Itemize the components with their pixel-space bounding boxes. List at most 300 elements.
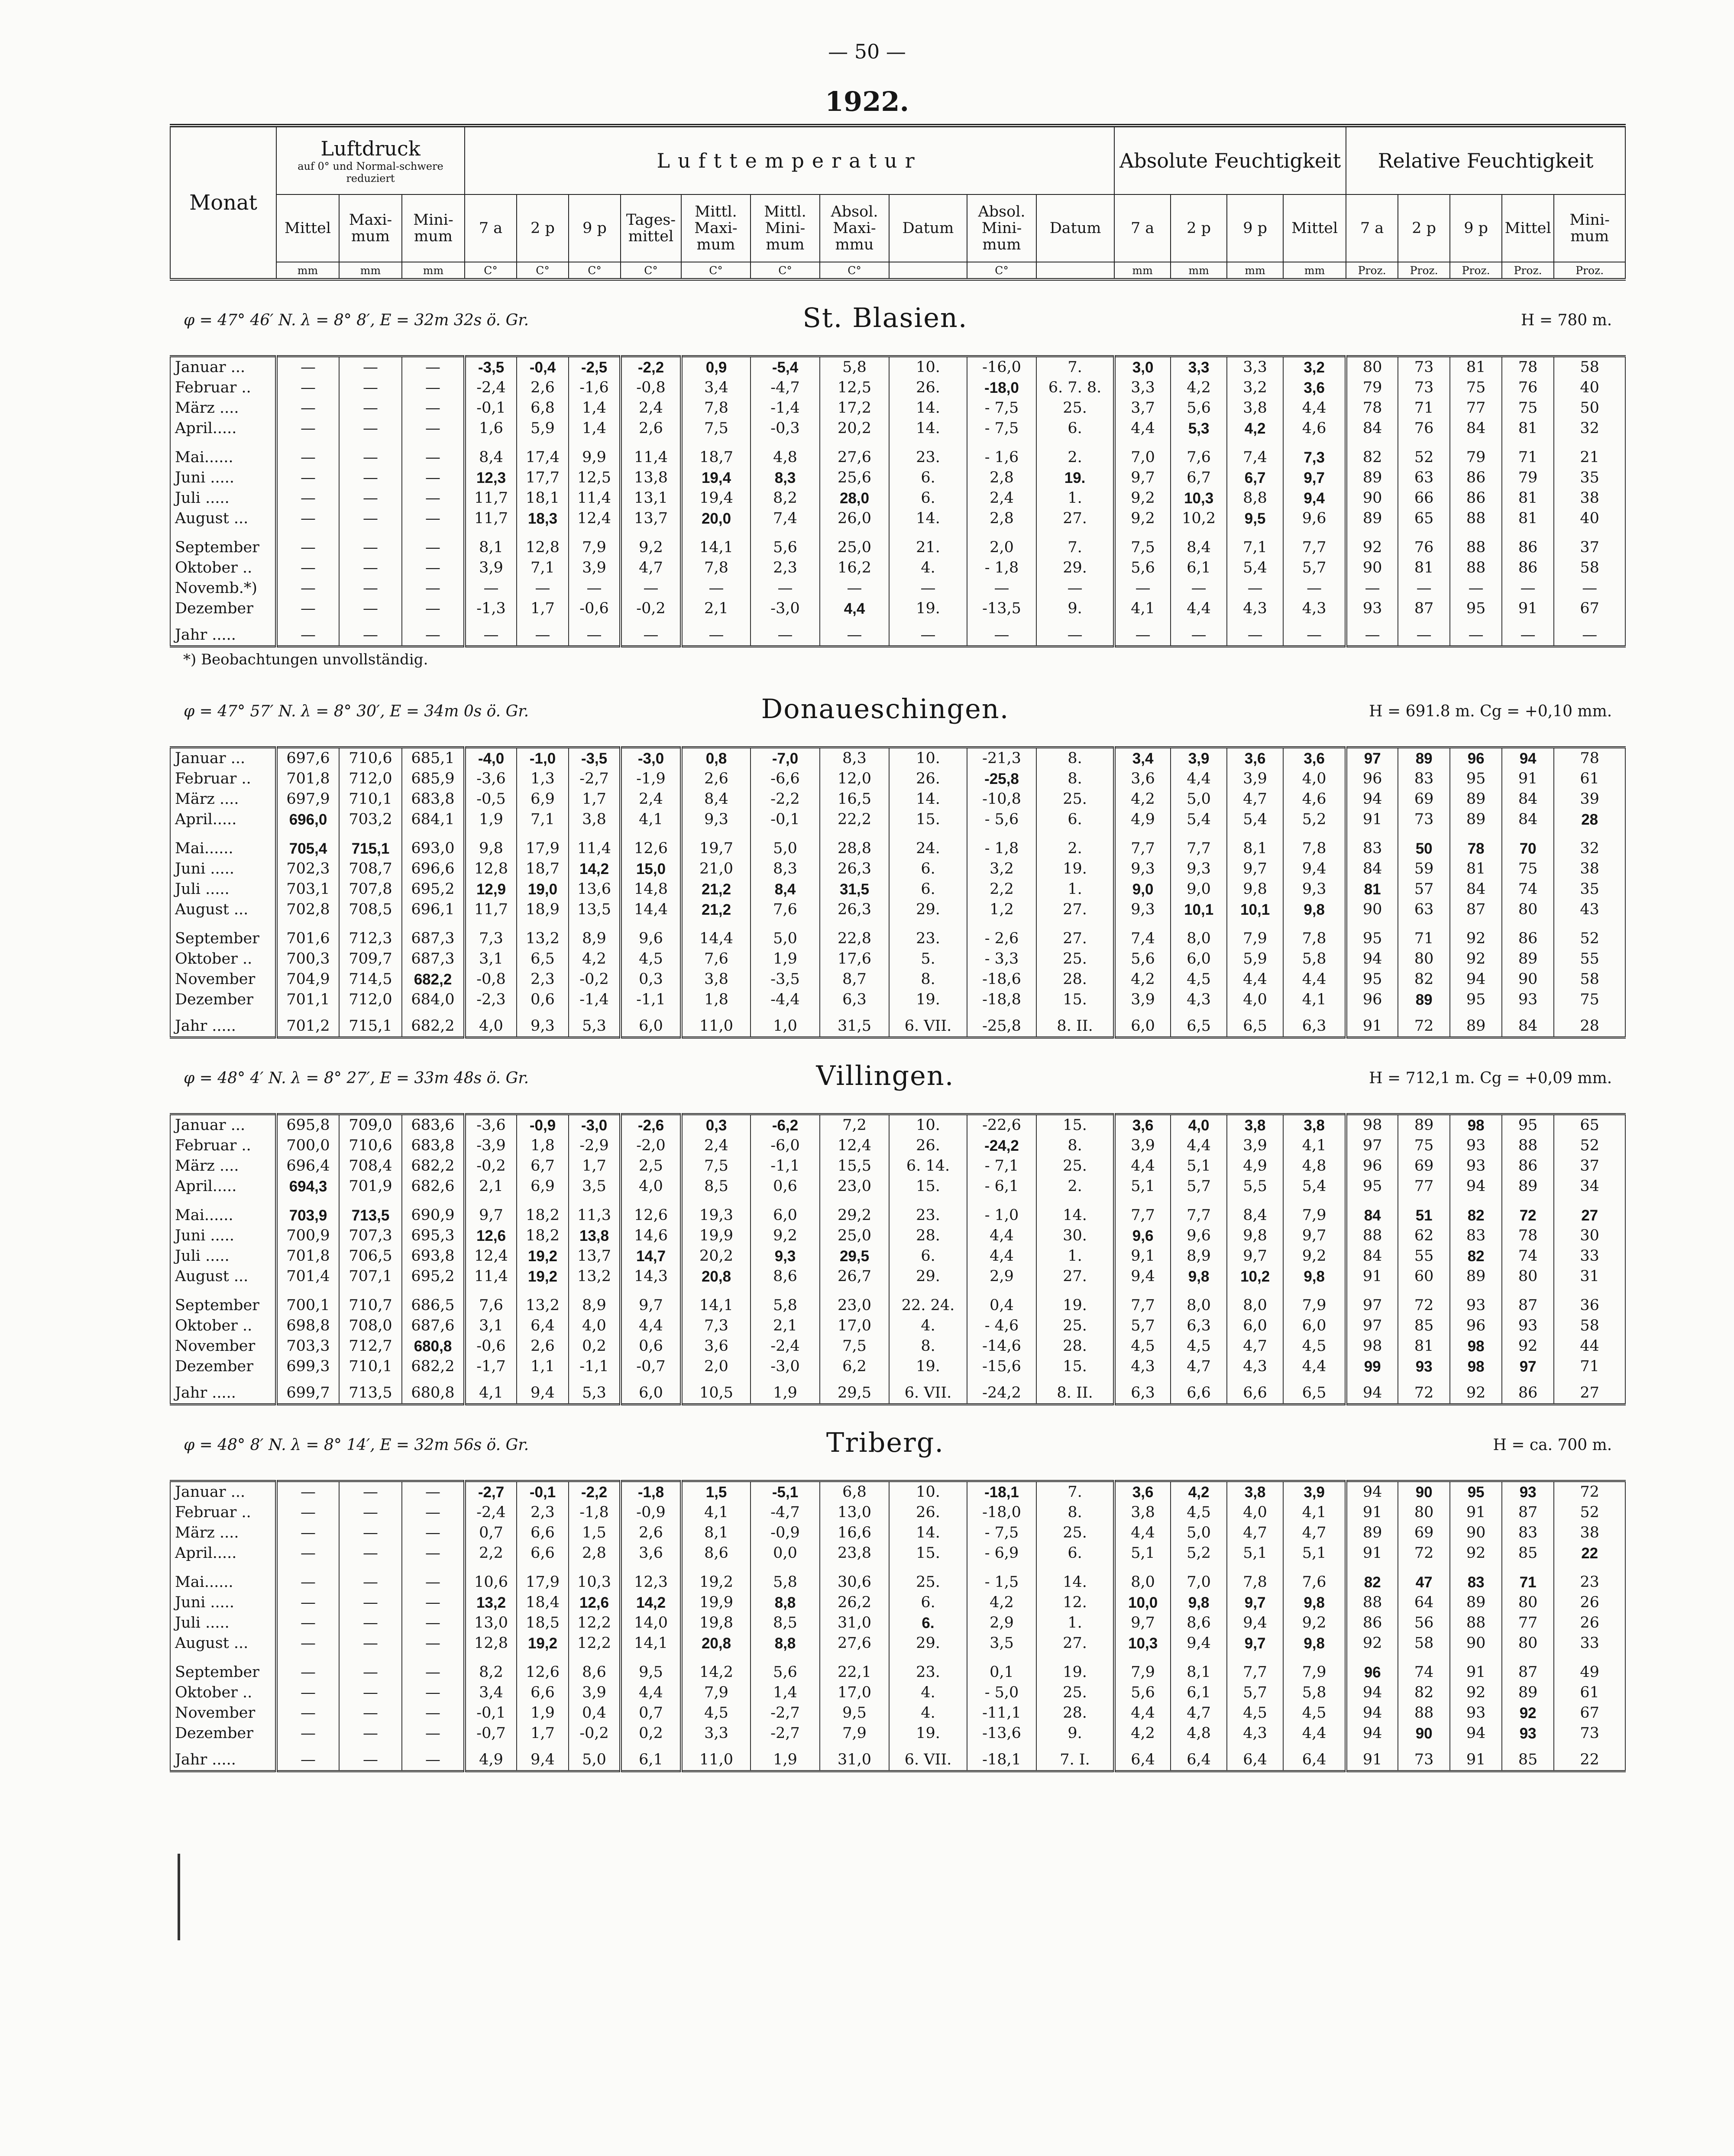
data-cell: 6,8 — [517, 398, 569, 418]
data-cell: 4,3 — [1227, 1356, 1283, 1377]
data-cell: 78 — [1554, 748, 1625, 769]
table-row — [170, 1287, 1625, 1316]
data-cell: 2,8 — [967, 468, 1036, 488]
data-cell: 26. — [889, 378, 967, 398]
data-cell: 4,8 — [1171, 1723, 1227, 1744]
data-cell: 90 — [1346, 488, 1398, 508]
data-cell: — — [820, 578, 889, 599]
data-cell: 5,0 — [569, 1744, 621, 1771]
data-cell: -6,0 — [751, 1136, 820, 1156]
data-cell: 89 — [1450, 1266, 1502, 1287]
data-cell: 83 — [1450, 1564, 1502, 1593]
data-cell: -21,3 — [967, 748, 1036, 769]
data-cell: 1,3 — [517, 769, 569, 789]
data-cell: 6,8 — [820, 1481, 889, 1503]
data-cell: 89 — [1346, 468, 1398, 488]
data-cell: 9,8 — [1283, 1266, 1346, 1287]
data-cell: 6,0 — [1114, 1010, 1171, 1038]
data-cell: 97 — [1502, 1356, 1554, 1377]
data-cell: 61 — [1554, 1683, 1625, 1703]
station-name: St. Blasien. — [802, 302, 968, 333]
data-cell: — — [276, 356, 339, 378]
data-cell: — — [276, 1703, 339, 1723]
data-cell: -18,0 — [967, 378, 1036, 398]
data-cell: 7,5 — [681, 1156, 751, 1176]
data-cell: -2,4 — [751, 1336, 820, 1356]
unit-cell-2: mm — [339, 262, 402, 279]
data-cell: 84 — [1346, 859, 1398, 879]
data-cell: 98 — [1450, 1336, 1502, 1356]
data-cell: 3,3 — [1227, 356, 1283, 378]
margin-rule — [178, 1854, 180, 1940]
data-cell: 8,6 — [751, 1266, 820, 1287]
data-cell: 9,5 — [1227, 508, 1283, 529]
month-label: Januar ... — [170, 748, 276, 769]
data-cell: 2,6 — [517, 1336, 569, 1356]
data-cell: 64 — [1398, 1593, 1450, 1613]
data-cell: 4,1 — [465, 1377, 517, 1405]
data-cell: — — [339, 356, 402, 378]
data-cell: 10,6 — [465, 1564, 517, 1593]
data-cell: 84 — [1450, 879, 1502, 900]
data-cell: 98 — [1450, 1356, 1502, 1377]
data-cell: 1. — [1036, 488, 1114, 508]
data-cell: — — [402, 439, 465, 468]
data-cell: 5,3 — [569, 1010, 621, 1038]
data-cell: 712,0 — [339, 769, 402, 789]
data-cell: 1,8 — [681, 990, 751, 1010]
data-cell: - 1,8 — [967, 558, 1036, 578]
data-cell: 14,7 — [621, 1246, 681, 1266]
data-cell: 4,4 — [1114, 1523, 1171, 1543]
unit-cell-3: mm — [402, 262, 465, 279]
data-cell: 89 — [1450, 1010, 1502, 1038]
data-cell: 10. — [889, 356, 967, 378]
data-cell: 26,7 — [820, 1266, 889, 1287]
data-cell: -3,0 — [751, 1356, 820, 1377]
data-cell: 715,1 — [339, 830, 402, 859]
month-label: Februar .. — [170, 769, 276, 789]
data-cell: 9,8 — [1171, 1593, 1227, 1613]
station-header-wrap — [171, 672, 1625, 746]
data-cell: 44 — [1554, 1336, 1625, 1356]
data-cell: 8,6 — [569, 1654, 621, 1683]
data-cell: 3,9 — [1114, 990, 1171, 1010]
data-cell: 21,2 — [681, 879, 751, 900]
station-coords: φ = 48° 4′ N. λ = 8° 27′, E = 33m 48s ö. Gr. — [184, 1069, 529, 1087]
data-cell: 88 — [1450, 558, 1502, 578]
data-cell: 90 — [1450, 1523, 1502, 1543]
data-cell: 4,4 — [967, 1226, 1036, 1246]
data-cell: 11,4 — [465, 1266, 517, 1287]
data-cell: 4,1 — [1283, 990, 1346, 1010]
month-label: Juli ..... — [170, 488, 276, 508]
data-cell: — — [517, 619, 569, 647]
header-luftdruck-label: Luftdruck — [320, 137, 421, 160]
data-cell: -4,4 — [751, 990, 820, 1010]
data-cell: 15. — [1036, 990, 1114, 1010]
data-cell: 695,8 — [276, 1114, 339, 1136]
data-cell: 6,0 — [1227, 1316, 1283, 1336]
data-cell: 12,8 — [465, 859, 517, 879]
table-row — [170, 558, 1625, 578]
data-cell: — — [1554, 619, 1625, 647]
data-cell: — — [339, 1502, 402, 1523]
data-cell: 6,7 — [517, 1156, 569, 1176]
data-cell: 11,7 — [465, 488, 517, 508]
data-cell: 93 — [1450, 1703, 1502, 1723]
data-cell: 19,2 — [517, 1246, 569, 1266]
data-cell: 7,7 — [1114, 1287, 1171, 1316]
data-cell: 8,0 — [1114, 1564, 1171, 1593]
data-cell: -1,1 — [751, 1156, 820, 1176]
data-cell: 2,1 — [465, 1176, 517, 1197]
data-cell: — — [681, 578, 751, 599]
data-cell: - 7,5 — [967, 418, 1036, 439]
data-cell: 26,2 — [820, 1593, 889, 1613]
data-cell: -3,5 — [569, 748, 621, 769]
data-cell: 682,2 — [402, 1156, 465, 1176]
data-cell: 8,1 — [681, 1523, 751, 1543]
data-cell: 19,9 — [681, 1226, 751, 1246]
unit-cell-7: C° — [621, 262, 681, 279]
data-cell: 4,1 — [621, 809, 681, 830]
data-cell: 2,0 — [681, 1356, 751, 1377]
data-cell: -4,7 — [751, 1502, 820, 1523]
data-cell: - 1,0 — [967, 1197, 1036, 1226]
data-cell: 7,9 — [569, 529, 621, 558]
data-cell: 71 — [1398, 920, 1450, 949]
data-cell: 5,6 — [1171, 398, 1227, 418]
table-row — [170, 859, 1625, 879]
data-cell: 14,3 — [621, 1266, 681, 1287]
data-cell: 92 — [1450, 1683, 1502, 1703]
data-cell: 695,2 — [402, 1266, 465, 1287]
data-cell: 708,7 — [339, 859, 402, 879]
data-cell: 1,7 — [569, 789, 621, 809]
data-cell: 9,7 — [1227, 859, 1283, 879]
column-header-2: Maxi-mum — [339, 194, 402, 262]
data-cell: 15. — [1036, 1114, 1114, 1136]
data-cell: 9,8 — [1227, 879, 1283, 900]
data-cell: 96 — [1346, 990, 1398, 1010]
data-cell: 709,7 — [339, 949, 402, 969]
data-cell: 4. — [889, 1683, 967, 1703]
data-cell: 75 — [1450, 378, 1502, 398]
data-cell: 23 — [1554, 1564, 1625, 1593]
unit-cell-19: Proz. — [1398, 262, 1450, 279]
data-cell: 2,9 — [967, 1266, 1036, 1287]
data-cell: — — [465, 578, 517, 599]
data-cell: — — [276, 619, 339, 647]
data-cell: 28. — [889, 1226, 967, 1246]
data-cell: 696,1 — [402, 900, 465, 920]
data-cell: 9,6 — [1114, 1226, 1171, 1246]
data-cell: 65 — [1554, 1114, 1625, 1136]
data-cell: — — [276, 1633, 339, 1654]
data-cell: 87 — [1502, 1654, 1554, 1683]
data-cell: 8,7 — [820, 969, 889, 990]
data-cell: 1,4 — [751, 1683, 820, 1703]
data-cell: 702,3 — [276, 859, 339, 879]
data-cell: 14. — [889, 789, 967, 809]
data-cell: 58 — [1554, 969, 1625, 990]
data-cell: — — [339, 1683, 402, 1703]
data-cell: 6,4 — [1227, 1744, 1283, 1771]
data-cell: 2,3 — [517, 1502, 569, 1523]
data-cell: 11,3 — [569, 1197, 621, 1226]
data-cell: 3,9 — [569, 558, 621, 578]
data-cell: 14. — [889, 418, 967, 439]
data-cell: 2,5 — [621, 1156, 681, 1176]
data-cell: — — [402, 468, 465, 488]
data-cell: 86 — [1502, 1156, 1554, 1176]
data-cell: 7,9 — [1283, 1287, 1346, 1316]
data-cell: — — [1283, 619, 1346, 647]
unit-cell-17: mm — [1283, 262, 1346, 279]
data-cell: 74 — [1502, 1246, 1554, 1266]
data-cell: 0,7 — [621, 1703, 681, 1723]
table-row — [170, 900, 1625, 920]
data-cell: 15,5 — [820, 1156, 889, 1176]
data-cell: 5,8 — [1283, 1683, 1346, 1703]
table-row — [170, 439, 1625, 468]
data-cell: 1,9 — [751, 1377, 820, 1405]
table-row — [170, 789, 1625, 809]
data-cell: -0,7 — [621, 1356, 681, 1377]
data-cell: — — [276, 1481, 339, 1503]
data-cell: 19,4 — [681, 468, 751, 488]
data-cell: — — [751, 619, 820, 647]
data-cell: -4,0 — [465, 748, 517, 769]
data-cell: — — [276, 1502, 339, 1523]
data-cell: 7. — [1036, 529, 1114, 558]
unit-cell-6: C° — [569, 262, 621, 279]
data-cell: 95 — [1346, 1176, 1398, 1197]
data-cell: 67 — [1554, 1703, 1625, 1723]
data-cell: -2,5 — [569, 356, 621, 378]
month-label: Oktober .. — [170, 1316, 276, 1336]
data-cell: 3,9 — [1227, 769, 1283, 789]
data-cell: -18,8 — [967, 990, 1036, 1010]
data-cell: — — [276, 1723, 339, 1744]
data-cell: 98 — [1450, 1114, 1502, 1136]
station-header-cell — [170, 672, 1625, 748]
data-cell: -0,7 — [465, 1723, 517, 1744]
data-cell: 4,0 — [1227, 990, 1283, 1010]
data-cell: 28,8 — [820, 830, 889, 859]
data-cell: 5,1 — [1114, 1176, 1171, 1197]
data-cell: 9,0 — [1171, 879, 1227, 900]
data-cell: 4,7 — [1283, 1523, 1346, 1543]
data-cell: 6. VII. — [889, 1010, 967, 1038]
data-cell: 13,8 — [569, 1226, 621, 1246]
data-cell: 9,8 — [1283, 900, 1346, 920]
data-cell: 90 — [1502, 969, 1554, 990]
data-cell: 81 — [1502, 488, 1554, 508]
data-cell: 86 — [1346, 1613, 1398, 1633]
data-cell: 697,9 — [276, 789, 339, 809]
data-cell: 9,5 — [621, 1654, 681, 1683]
data-cell: 99 — [1346, 1356, 1398, 1377]
data-cell: 4,8 — [1283, 1156, 1346, 1176]
data-cell: 8. — [1036, 1136, 1114, 1156]
data-cell: - 7,5 — [967, 398, 1036, 418]
data-cell: - 5,6 — [967, 809, 1036, 830]
data-cell: 1,2 — [967, 900, 1036, 920]
data-cell: -2,2 — [621, 356, 681, 378]
data-cell: 10,5 — [681, 1377, 751, 1405]
data-cell: 12,0 — [820, 769, 889, 789]
data-cell: - 1,8 — [967, 830, 1036, 859]
data-cell: 9,7 — [465, 1197, 517, 1226]
data-cell: 84 — [1502, 809, 1554, 830]
data-cell: 19,7 — [681, 830, 751, 859]
data-cell: 40 — [1554, 378, 1625, 398]
data-cell: 6. VII. — [889, 1744, 967, 1771]
data-cell: — — [402, 488, 465, 508]
data-cell: 88 — [1450, 508, 1502, 529]
data-cell: 6,6 — [517, 1683, 569, 1703]
data-cell: 95 — [1346, 920, 1398, 949]
data-cell: 1,9 — [517, 1703, 569, 1723]
data-cell: — — [339, 1723, 402, 1744]
data-cell: -1,1 — [569, 1356, 621, 1377]
column-header-18: 7 a — [1346, 194, 1398, 262]
data-cell: 714,5 — [339, 969, 402, 990]
data-cell: 3,4 — [1114, 748, 1171, 769]
data-cell: -10,8 — [967, 789, 1036, 809]
data-cell: 12,8 — [465, 1633, 517, 1654]
table-row — [170, 1336, 1625, 1356]
data-cell: 4,2 — [967, 1593, 1036, 1613]
data-cell: 19. — [1036, 468, 1114, 488]
data-cell: 4,2 — [1171, 378, 1227, 398]
data-cell: -0,2 — [569, 969, 621, 990]
data-cell: 81 — [1450, 859, 1502, 879]
data-cell: 12,6 — [517, 1654, 569, 1683]
month-label: Februar .. — [170, 1136, 276, 1156]
data-cell: 8,1 — [1227, 830, 1283, 859]
data-cell: 2. — [1036, 439, 1114, 468]
data-cell: 23,0 — [820, 1287, 889, 1316]
data-cell: 701,2 — [276, 1010, 339, 1038]
data-cell: — — [1398, 619, 1450, 647]
data-cell: 94 — [1346, 1703, 1398, 1723]
data-cell: 87 — [1502, 1287, 1554, 1316]
data-cell: 680,8 — [402, 1377, 465, 1405]
data-cell: 9,8 — [1283, 1593, 1346, 1613]
data-cell: 17,2 — [820, 398, 889, 418]
data-cell: 3,6 — [1114, 1481, 1171, 1503]
data-cell: 51 — [1398, 1197, 1450, 1226]
data-cell: 1,4 — [569, 418, 621, 439]
data-cell: 6. VII. — [889, 1377, 967, 1405]
data-cell: 5,6 — [1114, 558, 1171, 578]
data-cell: 58 — [1554, 356, 1625, 378]
data-cell: 4,6 — [1283, 789, 1346, 809]
data-cell: — — [276, 398, 339, 418]
data-cell: 9,7 — [621, 1287, 681, 1316]
data-cell: 30 — [1554, 1226, 1625, 1246]
data-cell: 17,9 — [517, 830, 569, 859]
month-label: September — [170, 1287, 276, 1316]
data-cell: 7,2 — [820, 1114, 889, 1136]
data-cell: 682,2 — [402, 1356, 465, 1377]
data-cell: 73 — [1398, 1744, 1450, 1771]
data-cell: 8,8 — [1227, 488, 1283, 508]
data-cell: 25. — [1036, 1316, 1114, 1336]
data-cell: 78 — [1450, 830, 1502, 859]
data-cell: 14,1 — [681, 529, 751, 558]
data-cell: 14,0 — [621, 1613, 681, 1633]
table-row — [170, 1564, 1625, 1593]
data-cell: 79 — [1346, 378, 1398, 398]
data-cell: 6,4 — [517, 1316, 569, 1336]
data-cell: -22,6 — [967, 1114, 1036, 1136]
data-cell: 78 — [1346, 398, 1398, 418]
data-cell: 76 — [1398, 418, 1450, 439]
data-cell: 5,7 — [1227, 1683, 1283, 1703]
table-row — [170, 488, 1625, 508]
data-cell: 12,2 — [569, 1613, 621, 1633]
data-cell: 680,8 — [402, 1336, 465, 1356]
data-cell: 7,5 — [820, 1336, 889, 1356]
data-cell: 7,0 — [1114, 439, 1171, 468]
data-cell: 77 — [1502, 1613, 1554, 1633]
data-cell: — — [1554, 578, 1625, 599]
data-cell: 73 — [1398, 809, 1450, 830]
data-cell: 7,4 — [1227, 439, 1283, 468]
data-cell: 2,4 — [681, 1136, 751, 1156]
data-cell: 14,6 — [621, 1226, 681, 1246]
data-cell: 9,7 — [1227, 1633, 1283, 1654]
data-cell: 82 — [1398, 969, 1450, 990]
data-cell: 18,5 — [517, 1613, 569, 1633]
data-cell: 22,8 — [820, 920, 889, 949]
data-cell: 4,1 — [1283, 1136, 1346, 1156]
data-cell: 6,5 — [1171, 1010, 1227, 1038]
data-cell: 8,1 — [1171, 1654, 1227, 1683]
data-cell: 3,9 — [465, 558, 517, 578]
data-cell: 94 — [1450, 1176, 1502, 1197]
data-cell: 91 — [1346, 1744, 1398, 1771]
data-cell: 6,1 — [1171, 1683, 1227, 1703]
data-cell: 0,0 — [751, 1543, 820, 1564]
unit-cell-14: mm — [1114, 262, 1171, 279]
data-cell: 4,3 — [1227, 599, 1283, 619]
data-cell: 9. — [1036, 1723, 1114, 1744]
data-cell: 3,8 — [1114, 1502, 1171, 1523]
data-cell: 9,2 — [751, 1226, 820, 1246]
column-header-7: Tages-mittel — [621, 194, 681, 262]
data-cell: 38 — [1554, 488, 1625, 508]
data-cell: -11,1 — [967, 1703, 1036, 1723]
data-cell: 81 — [1398, 558, 1450, 578]
data-cell: 0,3 — [621, 969, 681, 990]
data-cell: 5,1 — [1171, 1156, 1227, 1176]
data-cell: 4,4 — [1171, 769, 1227, 789]
month-label: Juli ..... — [170, 1613, 276, 1633]
data-cell: 93 — [1450, 1136, 1502, 1156]
unit-cell-8: C° — [681, 262, 751, 279]
column-header-21: Mittel — [1502, 194, 1554, 262]
data-cell: 6. — [889, 488, 967, 508]
data-cell: 93 — [1398, 1356, 1450, 1377]
data-cell: 8. II. — [1036, 1377, 1114, 1405]
table-row — [170, 990, 1625, 1010]
data-cell: 1,0 — [751, 1010, 820, 1038]
